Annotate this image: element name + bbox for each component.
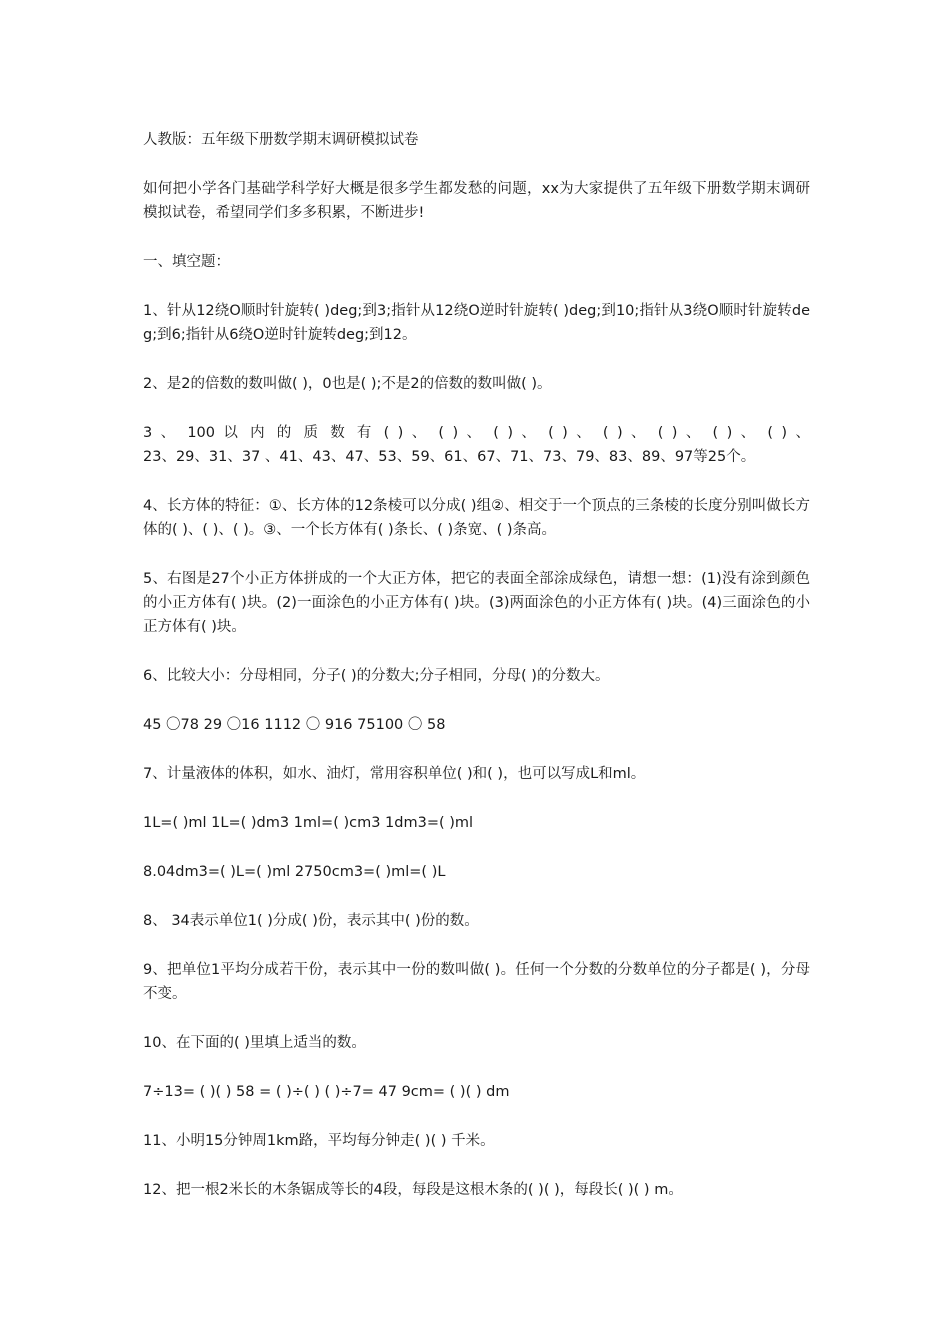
document-title: 人教版：五年级下册数学期末调研模拟试卷 xyxy=(143,132,419,148)
question-7-line-2: 8.04dm3=( )L=( )ml 2750cm3=( )ml=( )L xyxy=(143,864,446,880)
question-12: 12、把一根2米长的木条锯成等长的4段，每段是这根木条的( )( )，每段长( )( ) m。 xyxy=(143,1182,683,1198)
question-3-line-1: 3 、 100 以 内 的 质 数 有 ( ) 、 ( ) 、 ( ) 、 ( ) 、 ( ) 、 ( ) 、 ( ) 、 ( ) 、 xyxy=(143,425,810,441)
question-6-items: 45 〇78 29 〇16 1112 〇 916 75100 〇 58 xyxy=(143,717,446,733)
question-3 xyxy=(143,421,810,469)
document-body xyxy=(143,128,810,1227)
question-4: 4、长方体的特征：①、长方体的12条棱可以分成( )组②、相交于一个顶点的三条棱的长度分别叫做长方体的( )、( )、( )。③、一个长方体有( )条长、( )条宽、( )条高。 xyxy=(143,498,810,538)
question-3-line-2: 23、29、31、37 、41、43、47、53、59、61、67、71、73、79、83、89、97等25个。 xyxy=(143,449,756,465)
question-11: 11、小明15分钟周1km路，平均每分钟走( )( ) 千米。 xyxy=(143,1133,495,1149)
question-8: 8、 34表示单位1( )分成( )份，表示其中( )份的数。 xyxy=(143,913,479,929)
section-heading: 一、填空题： xyxy=(143,254,230,270)
question-7-line-1: 1L=( )ml 1L=( )dm3 1ml=( )cm3 1dm3=( )ml xyxy=(143,815,474,831)
question-5: 5、右图是27个小正方体拼成的一个大正方体，把它的表面全部涂成绿色，请想一想：(1)没有涂到颜色的小正方体有( )块。(2)一面涂色的小正方体有( )块。(3)两面涂色的小正方体有( )块。(4)三面涂色的小正方体有( )块。 xyxy=(143,571,810,635)
question-6: 6、比较大小：分母相同，分子( )的分数大;分子相同，分母( )的分数大。 xyxy=(143,668,610,684)
question-7: 7、计量液体的体积，如水、油灯，常用容积单位( )和( )，也可以写成L和ml。 xyxy=(143,766,646,782)
question-10: 10、在下面的( )里填上适当的数。 xyxy=(143,1035,366,1051)
question-9: 9、把单位1平均分成若干份，表示其中一份的数叫做( )。任何一个分数的分数单位的分子都是( )，分母不变。 xyxy=(143,962,810,1002)
question-2: 2、是2的倍数的数叫做( )，0也是( );不是2的倍数的数叫做( )。 xyxy=(143,376,552,392)
intro-paragraph: 如何把小学各门基础学科学好大概是很多学生都发愁的问题，xx为大家提供了五年级下册数学期末调研模拟试卷，希望同学们多多积累，不断进步! xyxy=(143,181,810,221)
question-10-items: 7÷13= ( )( ) 58 = ( )÷( ) ( )÷7= 47 9cm= ( )( ) dm xyxy=(143,1084,510,1100)
question-1: 1、针从12绕O顺时针旋转( )deg;到3;指针从12绕O逆时针旋转( )deg;到10;指针从3绕O顺时针旋转deg;到6;指针从6绕O逆时针旋转deg;到12。 xyxy=(143,303,810,343)
